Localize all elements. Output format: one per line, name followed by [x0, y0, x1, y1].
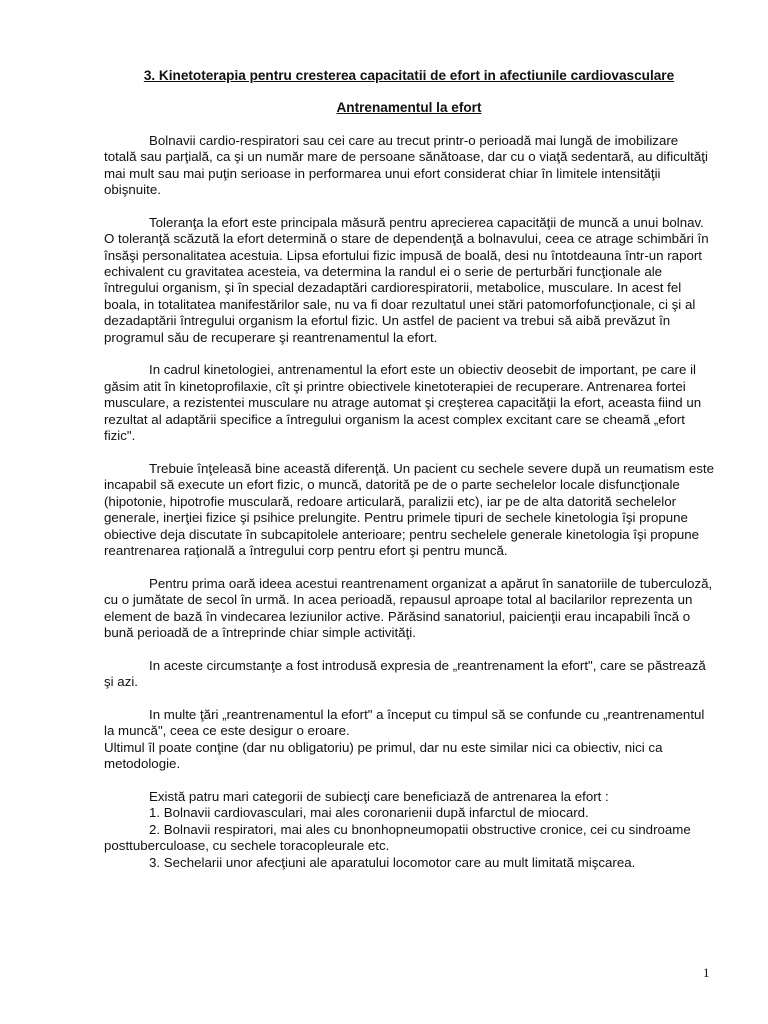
paragraph-3: In cadrul kinetologiei, antrenamentul la efort este un obiectiv deosebit de important, pe care il găsim atit în kinetoprofilaxie, cît şi printre obiectivele kinetoterapiei de recuperare. Antrenarea fortei musculare, a rezistentei musculare nu atrage automat şi creşterea capacităţii la efort, aceasta fiind un rezultat al adaptării specifice a întregului organism la acest complex excitant care se cheamă „efort fizic". [104, 362, 702, 444]
paragraph-6: In aceste circumstanţe a fost introdusă expresia de „reantrenament la efort", care se păstrează şi azi. [104, 657, 706, 690]
paragraph-5: Pentru prima oară ideea acestui reantrenament organizat a apărut în sanatoriile de tuberculoză, cu o jumătate de secol în urmă. In acea perioadă, repausul aproape total al bacilarilor reprezenta un element de bază în vindecarea leziunilor active. Părăsind sanatoriul, paicienţii erau incapabili încă o bună perioadă de a întreprinde chiar simple activităţi. [104, 575, 713, 640]
paragraph-7: In multe ţări „reantrenamentul la efort" a început cu timpul să se confunde cu „reantrenamentul la muncă", ceea ce este desigur o eroare. [104, 706, 705, 739]
category-list [104, 805, 714, 871]
page-number: 1 [703, 965, 710, 980]
document-subtitle: Antrenamentul la efort [336, 100, 482, 116]
paragraph-4: Trebuie înţeleasă bine această diferenţă. Un pacient cu sechele severe după un reumatism este incapabil să execute un efort fizic, o muncă, datorită pe de o parte sechelelor locale disfuncţionale (hipotonie, hipotrofie musculară, redoare articulară, paralizii etc), iar pe de alta datorită sechelelor generale, inerţiei fizice şi psihice prelungite. Pentru primele tipuri de sechele kinetologia îşi propune obiective deja discutate în subcapitolele anterioare; pentru sechelele generale kinetologia îşi propune reantrenarea raţională a întregului corp pentru efort şi pentru muncă. [104, 460, 714, 558]
list-item: 1. Bolnavii cardiovasculari, mai ales coronarienii după infarctul de miocard. [149, 805, 589, 821]
list-intro: Există patru mari categorii de subiecţi care beneficiază de antrenarea la efort : [149, 788, 609, 804]
list-item: 3. Sechelarii unor afecţiuni ale aparatului locomotor care au mult limitată mişcarea. [149, 854, 636, 870]
paragraph-7-continuation: Ultimul îl poate conţine (dar nu obligatoriu) pe primul, dar nu este similar nici ca obiectiv, nici ca metodologie. [104, 739, 663, 772]
paragraph-1: Bolnavii cardio-respiratori sau cei care au trecut printr-o perioadă mai lungă de imobilizare totală sau parţială, ca şi un număr mare de persoane sănătoase, dar cu o viaţă sedentară, au dificultăţi mai mult sau mai puţin serioase in performarea unui efort considerat chiar în limitele intensităţii obişnuite. [104, 132, 708, 198]
paragraph-2: Toleranţa la efort este principala măsură pentru aprecierea capacităţii de muncă a unui bolnav. O toleranţă scăzută la efort determină o stare de dependenţă a bolnavului, ceea ce atrage schimbări în însăşi personalitatea acestuia. Lipsa efortului fizic impusă de boală, desi nu întotdeauna într-un raport echivalent cu gravitatea acesteia, va determina la randul ei o serie de perturbări funcţionale ale întregului organism, şi în special dezadaptări cardiorespiratorii, metabolice, musculare. In acest fel boala, in totalitatea manifestărilor sale, nu va fi doar rezultatul unei stări patomorfofuncţionale, ci şi al dezadaptării întregului organism la efortul fizic. Un astfel de pacient va trebui să aibă prevăzut în programul său de recuperare şi reantrenamentul la efort. [104, 214, 709, 345]
document-title: 3. Kinetoterapia pentru cresterea capacitatii de efort in afectiunile cardiovasculare [143, 68, 675, 83]
document-body [104, 68, 714, 871]
list-item: 2. Bolnavii respiratori, mai ales cu bnonhopneumopatii obstructive cronice, cei cu sindroame posttuberculoase, cu sechele toracopleurale etc. [104, 821, 691, 854]
